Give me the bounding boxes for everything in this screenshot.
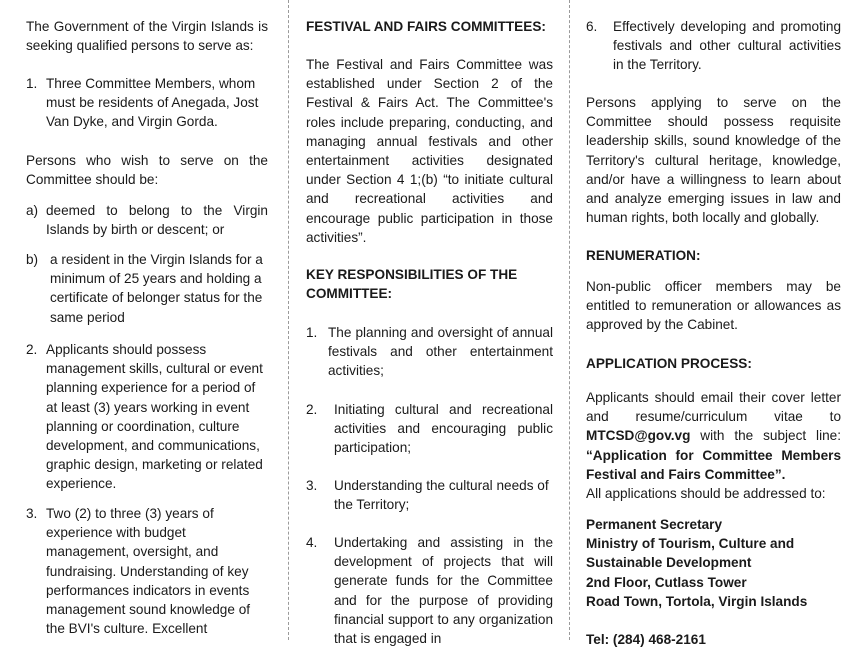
list-item-text: Two (2) to three (3) years of experience with budget management, oversight, and fundraising. Understanding of key performances indicators in events management sound knowledge of the BVI's culture. Excellent (46, 506, 251, 637)
list-item-text: a resident in the Virgin Islands for a minimum of 25 years and holding a certificate of belonger status for the same period (50, 252, 263, 325)
list-number: 2. (26, 342, 38, 357)
list-number: 4. (306, 535, 318, 550)
list-item-text: Applicants should possess management skills, cultural or event planning experience for a period of at least (3) years working in event planning or coordination, culture development, and communications, graphic design, marketing or related experience. (46, 342, 263, 492)
list-item-text: Understanding the cultural needs of the Territory; (334, 478, 549, 513)
list-item (306, 323, 553, 381)
list-letter: b) (26, 252, 39, 267)
intro-paragraph: The Government of the Virgin Islands is seeking qualified persons to serve as: (26, 19, 268, 54)
list-number: 3. (306, 478, 318, 493)
list-item-text: The planning and oversight of annual festivals and other entertainment activities; (328, 325, 553, 379)
application-text (586, 388, 841, 484)
list-item (26, 74, 268, 132)
list-item (306, 533, 553, 648)
list-item (26, 250, 268, 327)
list-number: 1. (26, 76, 38, 91)
renumeration-text: Non-public officer members may be entitled to remuneration or allowances as approved by the Cabinet. (586, 279, 841, 333)
skills-paragraph: Persons applying to serve on the Committee should possess requisite leadership skills, sound knowledge of the Territory's cultural heritage, knowledge, and/or have a willingness to learn about and analyze emerging issues in law and human rights, both locally and globally. (586, 95, 841, 226)
renumeration-heading: RENUMERATION: (586, 248, 701, 263)
list-item-text: Undertaking and assisting in the development of projects that will generate funds for the Committee and for the purpose of providing financial support to any organization that is engaged in (334, 535, 553, 647)
list-item-text: Initiating cultural and recreational activities and encouraging public participation; (334, 402, 553, 456)
list-item (586, 17, 841, 75)
list-number: 3. (26, 506, 38, 521)
festival-body: The Festival and Fairs Committee was established under Section 2 of the Festival & Fairs Act. The Committee's roles include preparing, conducting, and managing annual festivals and other entertainment activities designated under Section 4 1;(b) “to initiate cultural and recreational activities and encourage public participation in those activities”. (306, 57, 553, 245)
application-text-subject-line: with the subject line: (690, 428, 841, 444)
column-divider-1 (288, 0, 289, 640)
column-1 (26, 0, 268, 640)
list-item (26, 340, 268, 494)
list-number: 2. (306, 402, 318, 417)
list-item (306, 400, 553, 458)
application-heading: APPLICATION PROCESS: (586, 356, 752, 371)
list-number: 6. (586, 19, 598, 34)
list-item-text: deemed to belong to the Virgin Islands by birth or descent; or (46, 203, 268, 238)
column-divider-2 (569, 0, 570, 640)
application-text-intro: Applicants should email their cover letter and resume/curriculum vitae to (586, 390, 841, 425)
list-item-text: Three Committee Members, whom must be residents of Anegada, Jost Van Dyke, and Virgin Gorda. (46, 76, 259, 130)
list-item-text: Effectively developing and promoting festivals and other cultural activities in the Territory. (613, 19, 841, 73)
column-2 (306, 0, 553, 647)
application-subject: “Application for Committee Members Festival and Fairs Committee”. (586, 447, 841, 482)
column-3 (586, 0, 841, 647)
address-line: Road Town, Tortola, Virgin Islands (586, 593, 808, 609)
telephone: Tel: (284) 468-2161 (586, 632, 706, 647)
eligibility-intro: Persons who wish to serve on the Committee should be: (26, 153, 268, 188)
list-number: 1. (306, 325, 318, 340)
application-addressed: All applications should be addressed to: (586, 486, 826, 501)
festival-heading: FESTIVAL AND FAIRS COMMITTEES: (306, 19, 546, 34)
list-item (26, 201, 268, 239)
address-line: Sustainable Development (586, 555, 752, 571)
address-line: Permanent Secretary (586, 517, 723, 532)
responsibilities-heading: KEY RESPONSIBILITIES OF THE COMMITTEE: (306, 267, 518, 302)
list-letter: a) (26, 203, 39, 218)
list-item (306, 476, 553, 514)
address-line: Ministry of Tourism, Culture and (586, 536, 795, 552)
address-block (586, 515, 841, 611)
address-line: 2nd Floor, Cutlass Tower (586, 574, 747, 590)
application-email[interactable]: MTCSD@gov.vg (586, 428, 691, 444)
list-item (26, 504, 268, 638)
